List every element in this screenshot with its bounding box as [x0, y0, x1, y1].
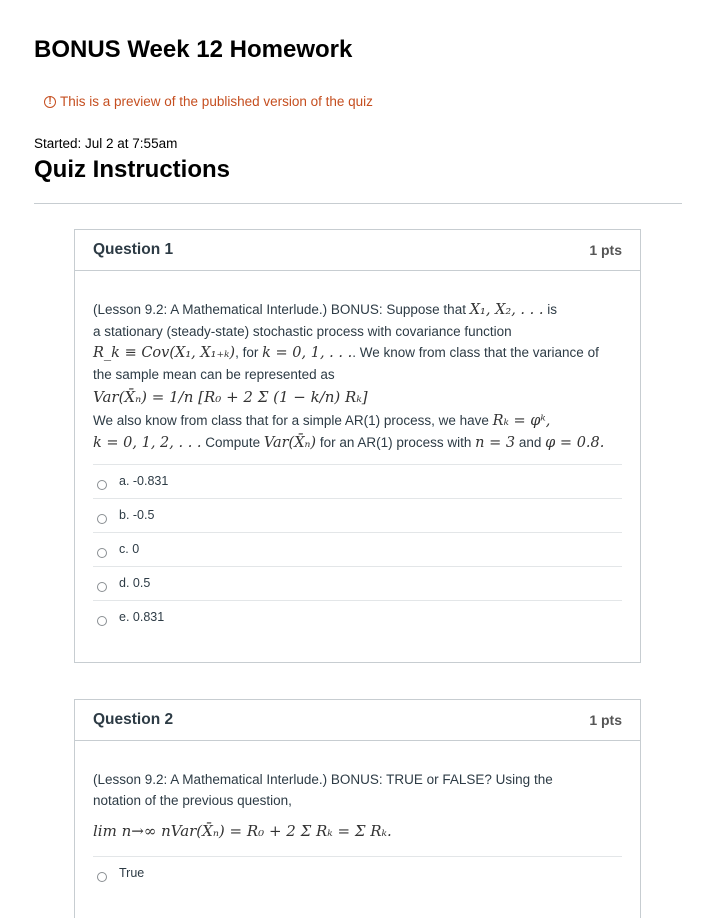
question-title: Question 2 [93, 711, 174, 728]
question-text: for an AR(1) process with [319, 435, 472, 450]
answer-label: c. 0 [119, 542, 140, 556]
math-phi-value: φ = 0.8. [545, 435, 605, 451]
radio-button[interactable] [97, 480, 107, 490]
question-body [75, 271, 640, 634]
answer-list [93, 856, 622, 890]
math-covariance: R_k ≡ Cov(X₁, X₁₊ₖ) [93, 345, 236, 361]
divider [34, 203, 682, 204]
question-points: 1 pts [589, 242, 622, 258]
answer-label: b. -0.5 [119, 508, 155, 522]
question-text: a stationary (steady-state) stochastic process with covariance function [93, 324, 512, 339]
started-time: Started: Jul 2 at 7:55am [34, 136, 178, 151]
radio-button[interactable] [97, 548, 107, 558]
question-text: notation of the previous question, [93, 793, 292, 808]
answer-label: a. -0.831 [119, 474, 169, 488]
question-title: Question 1 [93, 241, 174, 258]
instructions-heading: Quiz Instructions [34, 156, 231, 183]
warning-icon: ! [44, 96, 56, 108]
math-var-xbar: Var(X̄ₙ) [263, 435, 317, 451]
answer-option[interactable] [93, 600, 622, 634]
math-k-values-2: k = 0, 1, 2, . . . [93, 435, 202, 451]
question-text: . We know from class that the variance of [352, 345, 599, 360]
radio-button[interactable] [97, 582, 107, 592]
preview-notice-text: This is a preview of the published version of the quiz [60, 94, 373, 109]
question-text: , for [235, 345, 259, 360]
answer-option[interactable] [93, 856, 622, 890]
question-text: (Lesson 9.2: A Mathematical Interlude.) BONUS: Suppose that [93, 302, 466, 317]
math-variance-formula: Var(X̄ₙ) = 1/n [R₀ + 2 Σ (1 − k/n) Rₖ] [93, 388, 368, 406]
question-text: is [547, 302, 557, 317]
radio-button[interactable] [97, 872, 107, 882]
answer-option[interactable] [93, 532, 622, 566]
radio-button[interactable] [97, 616, 107, 626]
math-limit-formula: lim n→∞ nVar(X̄ₙ) = R₀ + 2 Σ Rₖ = Σ Rₖ. [93, 822, 392, 840]
answer-label: d. 0.5 [119, 576, 151, 590]
question-1 [74, 229, 641, 663]
question-header [75, 700, 640, 741]
question-text: We also know from class that for a simple AR(1) process, we have [93, 413, 489, 428]
answer-list [93, 464, 622, 634]
question-body [75, 741, 640, 890]
math-sequence: X₁, X₂, . . . [469, 302, 544, 318]
question-header [75, 230, 640, 271]
question-points: 1 pts [589, 712, 622, 728]
question-text: (Lesson 9.2: A Mathematical Interlude.) BONUS: TRUE or FALSE? Using the [93, 772, 553, 787]
question-text: Compute [205, 435, 261, 450]
math-k-values: k = 0, 1, . . . [262, 345, 353, 361]
radio-button[interactable] [97, 514, 107, 524]
preview-notice [44, 94, 373, 109]
question-text: the sample mean can be represented as [93, 367, 335, 382]
question-text: and [518, 435, 542, 450]
answer-option[interactable] [93, 566, 622, 600]
page-title: BONUS Week 12 Homework [34, 36, 353, 63]
question-2 [74, 699, 641, 918]
answer-option[interactable] [93, 498, 622, 532]
answer-label: e. 0.831 [119, 610, 165, 624]
math-n-value: n = 3 [475, 435, 516, 451]
math-ar-covariance: Rₖ = φᵏ, [492, 413, 551, 429]
answer-option[interactable] [93, 464, 622, 498]
answer-label: True [119, 866, 145, 880]
